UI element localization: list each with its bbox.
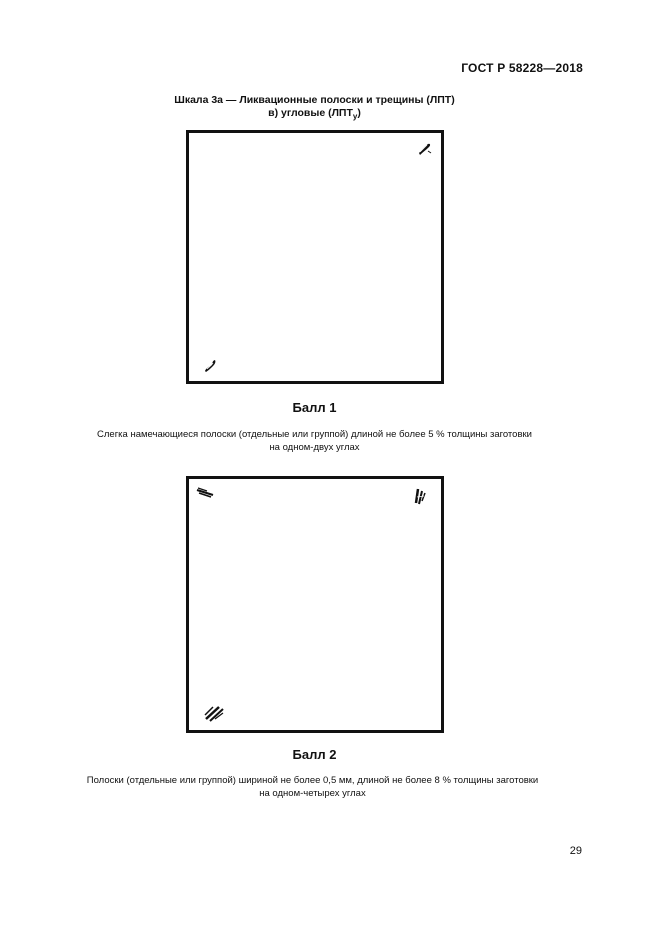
- corner-defect-top-right: [417, 141, 433, 157]
- sample-image-score-1: [186, 130, 444, 384]
- description-score-1: [0, 429, 645, 454]
- figure-title-line1: Шкала 3а — Ликвационные полоски и трещины (ЛПТ): [174, 94, 455, 106]
- description-1-line2: на одном-двух углах: [269, 441, 360, 453]
- corner-defect-top-left: [195, 485, 217, 499]
- score-label-2: Балл 2: [292, 747, 337, 762]
- score-label-1: Балл 1: [292, 400, 337, 415]
- figure-title-line2: [0, 107, 645, 121]
- sample-image-score-2: [186, 476, 444, 733]
- figure-title-prefix: в) угловые (ЛПТ: [268, 107, 353, 119]
- standard-code: ГОСТ Р 58228—2018: [461, 61, 583, 75]
- page-number: 29: [569, 845, 582, 857]
- description-2-line1: Полоски (отдельные или группой) шириной не более 0,5 мм, длиной не более 8 % толщины заготовки: [86, 775, 539, 786]
- corner-defect-bottom-left: [202, 358, 218, 374]
- corner-defect-top-right: [413, 487, 429, 507]
- description-2-line2: на одном-четырех углах: [259, 787, 366, 799]
- figure-title-subscript: у: [352, 112, 358, 121]
- description-1-line1: Слегка намечающиеся полоски (отдельные или группой) длиной не более 5 % толщины заготовки: [97, 429, 532, 440]
- corner-defect-bottom-left: [203, 701, 227, 723]
- description-score-2: [0, 775, 643, 800]
- figure-title-suffix: ): [357, 107, 361, 119]
